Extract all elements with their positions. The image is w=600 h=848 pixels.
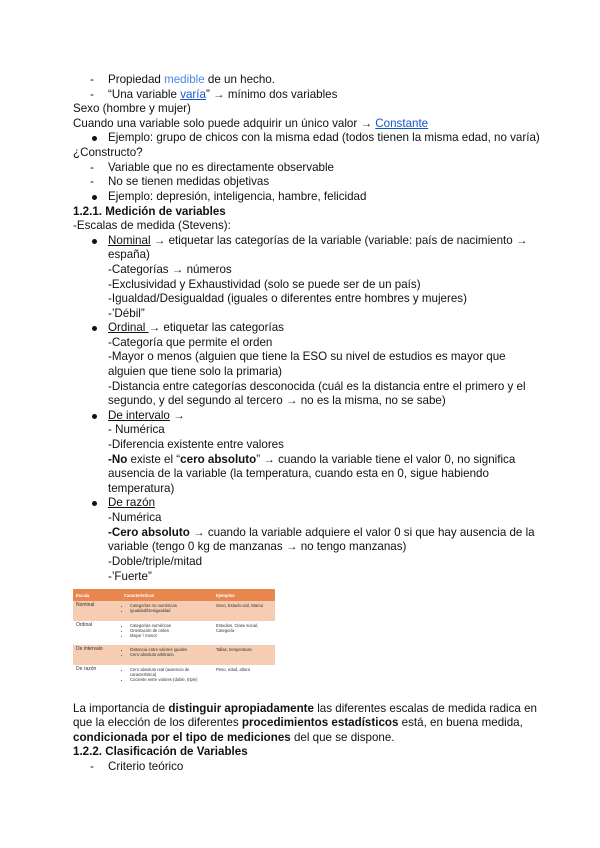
scale-name: Ordinal [108,321,149,334]
table-header: Ejemplos [213,589,275,601]
bold-text: procedimientos estadísticos [241,716,399,729]
text: La importancia de [73,702,169,715]
bullet [92,326,97,331]
bold-text: -Cero absoluto [108,526,190,539]
list-item: Variable que no es directamente observable [108,161,335,174]
text-line: variable (tengo 0 kg de manzanas → no tengo manzanas) [108,540,407,553]
highlight-word: medible [164,73,205,86]
paragraph-line [73,702,537,716]
list-item [108,73,275,87]
text-line [108,453,515,467]
table-cell [121,601,213,621]
link-constante[interactable]: Constante [375,117,429,130]
scale-name: Nominal [108,234,151,247]
paragraph-escalas: -Escalas de medida (Stevens): [73,219,231,232]
text-line: -Igualdad/Desigualdad (iguales o diferentes entre hombres y mujeres) [108,292,467,305]
cell-item: • Mayor / menor [130,633,210,638]
scales-table [73,589,275,695]
table-row [73,601,275,621]
list-dash: - [90,73,94,86]
text: existe el “ [127,453,181,466]
list-dash: - [90,760,94,773]
table-row [73,621,275,645]
cell-item: • Distancia entre valores iguales [130,647,210,652]
text-line: -Diferencia existente entre valores [108,438,284,451]
scale-name: De razón [108,496,156,509]
list-item: Ejemplo: grupo de chicos con la misma edad (todos tienen la misma edad, no varía) [108,131,540,144]
table-cell: Ordinal [73,621,121,645]
cell-item: • Cero absoluto real (ausencia de característica) [130,667,210,677]
list-item: No se tienen medidas objetivas [108,175,270,188]
table-header-row [73,589,275,601]
table-header: Escala [73,589,121,601]
text: → etiquetar las categorías de la variable (variable: país de nacimiento → [150,234,528,247]
table-row [73,665,275,695]
list-dash: - [90,161,94,174]
text-line: españa) [108,248,150,261]
text: que la elección de los diferentes [73,716,242,729]
text: de un hecho. [204,73,275,86]
table-cell: De razón [73,665,121,695]
table-cell [121,665,213,695]
table-cell: Nominal [73,601,121,621]
text: Cuando una variable solo puede adquirir un único valor → [73,117,376,130]
table-cell [121,645,213,665]
text-line: -Distancia entre categorías desconocida (cuál es la distancia entre el primero y el [108,380,526,393]
bold-text: distinguir apropiadamente [168,702,314,715]
text-line: -Mayor o menos (alguien que tiene la ESO su nivel de estudios es mayor que [108,350,506,363]
text-line: -Categoría que permite el orden [108,336,273,349]
list-item-ordinal [108,321,284,335]
text-line: ausencia de la variable (la temperatura, cuando esta en 0, sigue habiendo [108,467,489,480]
table-cell [121,621,213,645]
text: las diferentes escalas de medida radica en [313,702,537,715]
list-item-nominal [108,234,528,248]
section-heading-1-2-1: 1.2.1. Medición de variables [73,205,226,218]
text: “Una variable [108,88,181,101]
list-item: Criterio teórico [108,760,184,773]
list-item [108,88,337,102]
paragraph-sexo: Sexo (hombre y mujer) [73,102,191,115]
paragraph-constructo: ¿Constructo? [73,146,143,159]
list-item-intervalo [108,409,185,423]
bold-text: condicionada por el tipo de mediciones [73,731,291,744]
text: → etiquetar las categorías [148,321,284,334]
table-cell: Sexo, Estado civil, Marca [213,601,275,621]
text: está, en buena medida, [398,716,523,729]
cell-item: • Cociente entre valores (doble, triple) [130,677,210,682]
bullet [92,195,97,200]
scale-name: De intervalo [108,409,170,422]
list-item-razon [108,496,155,510]
text-line: segundo, y del segundo al tercero → no es la misma, no se sabe) [108,394,446,407]
text-line: alguien que tiene solo la primaria) [108,365,283,378]
table-header: Características [121,589,213,601]
table-cell: De intervalo [73,645,121,665]
list-dash: - [90,175,94,188]
text-line: -Categorías → números [108,263,232,276]
cell-item: • Cero absoluto arbitrario [130,652,210,657]
text: → cuando la variable adquiere el valor 0 si que hay ausencia de la [189,526,535,539]
section-heading-1-2-2: 1.2.2. Clasificación de Variables [73,745,248,758]
cell-item: • Categorías numéricas [130,623,210,628]
text-line: - Numérica [108,423,165,436]
text-line: -Exclusividad y Exhaustividad (solo se puede ser de un país) [108,278,421,291]
list-dash: - [90,88,94,101]
cell-item: • Igualdad/Desigualdad [130,608,210,613]
text-line [108,526,535,540]
bold-text: -No [108,453,128,466]
paragraph-line [73,731,395,745]
text: ” → cuando la variable tiene el valor 0, no significa [256,453,516,466]
text: del que se dispone. [290,731,395,744]
text-line: -’Fuerte” [108,570,152,583]
text-line: -Doble/triple/mitad [108,555,203,568]
bold-text: cero absoluto [180,453,257,466]
text-line: temperatura) [108,482,175,495]
bullet [92,501,97,506]
bullet [92,414,97,419]
bullet [92,239,97,244]
list-item: Ejemplo: depresión, inteligencia, hambre, felicidad [108,190,367,203]
link-varia[interactable]: varía [180,88,206,101]
text-line: -Numérica [108,511,162,524]
text-line: -’Débil” [108,307,145,320]
table-cell: Tallas, temperatura [213,645,275,665]
paragraph-line [73,716,523,730]
cell-item: • Orientación de orden [130,628,210,633]
text: ” → mínimo dos variables [205,88,338,101]
table-cell: Peso, edad, altura [213,665,275,695]
paragraph-constante [73,117,428,131]
bullet [92,136,97,141]
cell-item: • Categorías no numéricas [130,603,210,608]
text: → [169,409,185,422]
table-cell: Estudios, Clase social, Categoría [213,621,275,645]
text: Propiedad [108,73,165,86]
table-row [73,645,275,665]
